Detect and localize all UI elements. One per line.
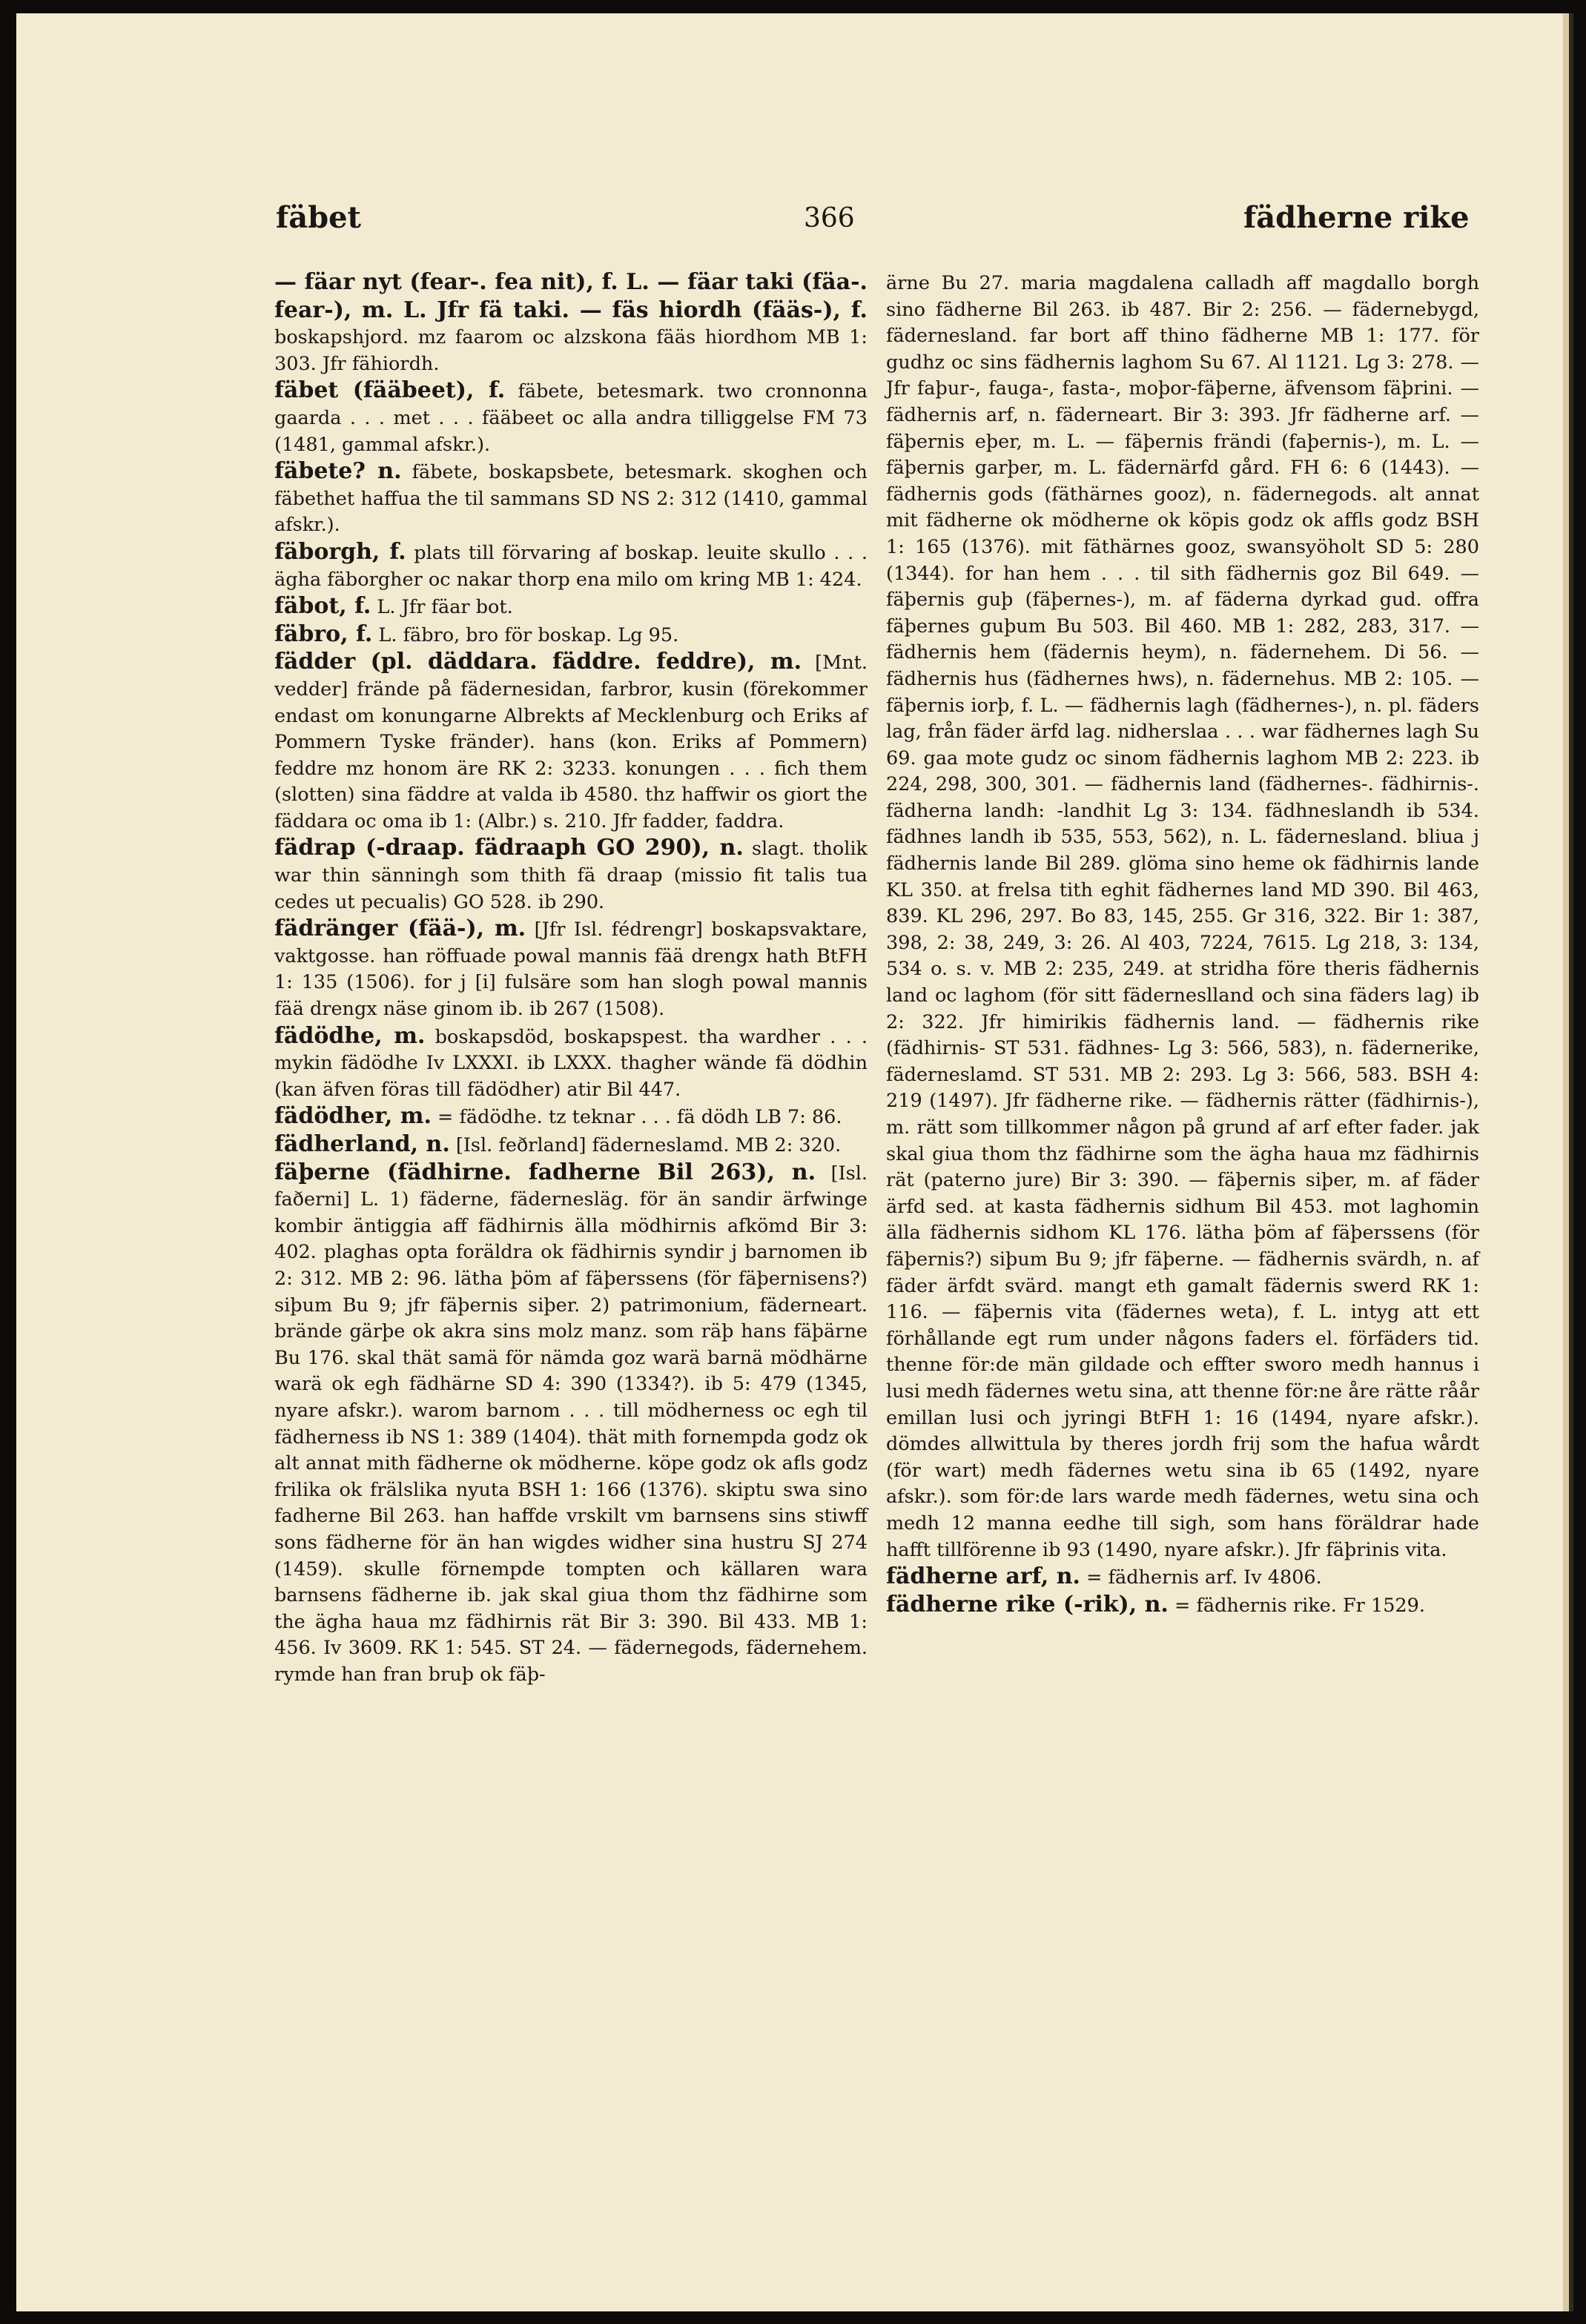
header-right-guideword: fädherne rike: [1243, 200, 1470, 235]
entry-headword: — fäar nyt (fear-. fea nit), f. L. — fäar taki (fäa-. fear-), m. L. Jfr fä taki. — fäs hiordh (fääs-), f.: [274, 269, 868, 323]
dictionary-entry: [886, 269, 1479, 1563]
entry-headword: fädödhe, m.: [274, 1022, 426, 1049]
dictionary-entry: [274, 539, 868, 593]
dictionary-entry: [274, 1159, 868, 1689]
dictionary-entry: [886, 1592, 1479, 1620]
dictionary-page: [16, 13, 1573, 2311]
entry-body: L. fäbro, bro för boskap. Lg 95.: [378, 623, 679, 646]
dictionary-entry: [274, 1131, 868, 1159]
entry-headword: fäbot, f.: [274, 593, 371, 620]
entry-body: [Isl. faðerni] L. 1) fäderne, fädernesläg. för än sandir ärfwinge kombir äntiggia aff fädhirnis älla mödhirnis afkömd Bir 3: 402. plaghas opta foräldra ok fädhirnis syndir j barnomen ib 2: 312. MB 2: 96. lätha þöm af fäþerssens (för fäþernisens?) siþum Bu 9; jfr fäþernis siþer. 2) patrimonium, fäderneart. brände gärþe ok akra sins molz manz. som räþ hans fäþärne Bu 176. skal thät samä för nämda goz warä barnä mödhärne warä ok egh fädhärne SD 4: 390 (1334?). ib 5: 479 (1345, nyare afskr.). warom barnom . . . till mödherness oc egh til fädherness ib NS 1: 389 (1404). thät mith fornempda godz ok alt annat mith fädherne ok mödherne. köpe godz ok afls godz frilika ok frälslika nyuta BSH 1: 166 (1376). skiptu swa sino fadherne Bil 263. han haffde vrskilt vm barnsens sins stiwff sons fädherne för än han wigdes widher sina hustru SJ 274 (1459). skulle förnempde tompten och källaren wara barnsens fädherne ib. jak skal giua thom thz fädhirne som the ägha haua mz fädhirnis rät Bir 3: 390. Bil 433. MB 1: 456. Iv 3609. RK 1: 545. ST 24. — fädernegods, fädernehem. rymde han fran bruþ ok fäþ-: [274, 1162, 868, 1686]
entry-headword: fäbet (fääbeet), f.: [274, 377, 506, 404]
left-column: [274, 269, 868, 1688]
entry-body: [Jfr Isl. fédrengr] boskapsvaktare, vaktgosse. han röffuade powal mannis fää drengx hath BtFH 1: 135 (1506). for j [i] fulsäre som han slogh powal mannis fää drengx näse ginom ib. ib 267 (1508).: [274, 918, 868, 1021]
entry-body: L. Jfr fäar bot.: [377, 596, 513, 619]
entry-body: = fädödhe. tz teknar . . . fä dödh LB 7: 86.: [437, 1106, 842, 1129]
page-number: 366: [804, 203, 855, 234]
entry-body: boskapshjord. mz faarom oc alzskona fääs hiordhom MB 1: 303. Jfr fähiordh.: [274, 326, 868, 375]
entry-body: fäbete, betesmark. two cronnonna gaarda . . . met . . . fääbeet oc alla andra tilliggelse FM 73 (1481, gammal afskr.).: [274, 380, 868, 456]
entry-headword: fädrap (-draap. fädraaph GO 290), n.: [274, 835, 744, 861]
entry-headword: fädder (pl. däddara. fäddre. feddre), m.: [274, 649, 802, 675]
entry-headword: fädherland, n.: [274, 1131, 450, 1157]
right-column: [886, 269, 1479, 1619]
dictionary-entry: [274, 649, 868, 835]
header-left-guideword: fäbet: [276, 200, 362, 235]
dictionary-entry: [274, 621, 868, 649]
dictionary-entry: [274, 458, 868, 539]
entry-body: [Mnt. vedder] frände på fädernesidan, farbror, kusin (förekommer endast om konungarne Albrekts af Mecklenburg och Eriks af Pommern Tyske fränder). hans (kon. Eriks af Pommern) feddre mz honom äre RK 2: 3233. konungen . . . fich them (slotten) sina fäddre at valda ib 4580. thz haffwir os giort the fäddara oc oma ib 1: (Albr.) s. 210. Jfr fadder, faddra.: [274, 652, 868, 832]
dictionary-entry: [274, 1023, 868, 1104]
entry-headword: fäborgh, f.: [274, 538, 406, 565]
entry-body: fäbete, boskapsbete, betesmark. skoghen och fäbethet haffua the til sammans SD NS 2: 312 (1410, gammal afskr.).: [274, 461, 868, 537]
dictionary-entry: [274, 377, 868, 458]
scan-edge: [1569, 13, 1573, 2311]
entry-body: slagt. tholik war thin sänningh som thith fä draap (missio fit talis tua cedes ut pecualis) GO 528. ib 290.: [274, 838, 868, 913]
entry-body: plats till förvaring af boskap. leuite skullo . . . ägha fäborgher oc nakar thorp ena milo om kring MB 1: 424.: [274, 541, 868, 591]
entry-headword: fädherne rike (-rik), n.: [886, 1591, 1169, 1618]
dictionary-entry: [274, 593, 868, 621]
entry-body: = fädhernis rike. Fr 1529.: [1174, 1594, 1425, 1617]
entry-body: boskapsdöd, boskapspest. tha wardher . . . mykin fädödhe Iv LXXXI. ib LXXX. thagher wände fä dödhin (kan äfven föras till fädödher) atir Bil 447.: [274, 1025, 868, 1101]
entry-body: = fädhernis arf. Iv 4806.: [1086, 1566, 1322, 1589]
dictionary-entry: [274, 1103, 868, 1131]
dictionary-entry: [274, 269, 868, 377]
entry-body: ärne Bu 27. maria magdalena calladh aff magdallo borgh sino fädherne Bil 263. ib 487. Bir 2: 256. — fädernebygd, fädernesland. far bort aff thino fädherne MB 1: 177. för gudhz oc sins fädhernis laghom Su 67. Al 1121. Lg 3: 278. — Jfr faþur-, fauga-, fasta-, moþor-fäþerne, äfvensom fäþrini. — fädhernis arf, n. fäderneart. Bir 3: 393. Jfr fädherne arf. — fäþernis eþer, m. L. — fäþernis frändi (faþernis-), m. L. — fäþernis garþer, m. L. fädernärfd gård. FH 6: 6 (1443). — fädhernis gods (fäthärnes gooz), n. fädernegods. alt annat mit fädherne ok mödherne ok köpis godz ok affls godz BSH 1: 165 (1376). mit fäthärnes gooz, swansyöholt SD 5: 280 (1344). for han hem . . . til sith fädhernis goz Bil 649. — fäþernis guþ (fäþernes-), m. af fäderna dyrkad gud. offra fäþernes guþum Bu 503. Bil 460. MB 1: 282, 283, 317. — fädhernis hem (fädernis heym), n. fädernehem. Di 56. — fädhernis hus (fädhernes hws), n. fädernehus. MB 2: 105. — fäþernis iorþ, f. L. — fädhernis lagh (fädhernes-), n. pl. fäders lag, från fäder ärfd lag. nidherslaa . . . war fädhernes lagh Su 69. gaa mote gudz oc sinom fädhernis laghom MB 2: 223. ib 224, 298, 300, 301. — fädhernis land (fädhernes-. fädhirnis-. fädherna landh: -landhit Lg 3: 134. fädhneslandh ib 534. fädhnes landh ib 535, 553, 562), n. L. fädernesland. bliua j fädhernis lande Bil 289. glöma sino heme ok fädhirnis lande KL 350. at frelsa tith eghit fädhernes land MD 390. Bil 463, 839. KL 296, 297. Bo 83, 145, 255. Gr 316, 322. Bir 1: 387, 398, 2: 38, 249, 3: 26. Al 403, 7224, 7615. Lg 218, 3: 134, 534 o. s. v. MB 2: 235, 249. at stridha före theris fädhernis land oc laghom (för sitt fäderneslland och sina fäders lag) ib 2: 322. Jfr himirikis fädhernis land. — fädhernis rike (fädhirnis- ST 531. fädhnes- Lg 3: 566, 583), n. fädernerike, fäderneslamd. ST 531. MB 2: 293. Lg 3: 566, 583. BSH 4: 219 (1497). Jfr fädherne rike. — fädhernis rätter (fädhirnis-), m. rätt som tillkommer någon på grund af arf efter fader. jak skal giua thom thz fädhirne som the ägha haua mz fädhirnis rät (paterno jure) Bir 3: 390. — fäþernis siþer, m. af fäder ärfd sed. at kasta fädhernis sidhum Bil 453. mot laghomin älla fädhernis sidhom KL 176. lätha þöm af fäþerssens (för fäþernis?) siþum Bu 9; jfr fäþerne. — fädhernis svärdh, n. af fäder ärfdt svärd. mangt eth gamalt fädernis swerd RK 1: 116. — fäþernis vita (fädernes weta), f. L. intyg att ett förhållande egt rum under någons faders el. förfäders tid. thenne för:de män gildade och effter sworo medh hannus i lusi medh fädernes wetu sina, att thenne för:ne åre rätte råår emillan lusi och jyringi BtFH 1: 16 (1494, nyare afskr.). dömdes allwittula by theres jordh frij som the hafua wårdt (för wart) medh fädernes wetu sina ib 65 (1492, nyare afskr.). som för:de lars warde medh fädernes, wetu sina och medh 12 manna eedhe till sigh, som hans föräldrar hade hafft tillförenne ib 93 (1490, nyare afskr.). Jfr fäþrinis vita.: [886, 272, 1479, 1561]
page-header: [16, 200, 1563, 245]
entry-headword: fäbete? n.: [274, 458, 402, 485]
entry-headword: fädränger (fää-), m.: [274, 916, 526, 942]
entry-headword: fäbro, f.: [274, 620, 373, 647]
dictionary-entry: [886, 1563, 1479, 1592]
entry-headword: fädherne arf, n.: [886, 1563, 1081, 1590]
entry-headword: fäþerne (fädhirne. fadherne Bil 263), n.: [274, 1159, 816, 1185]
entry-headword: fädödher, m.: [274, 1103, 432, 1130]
dictionary-entry: [274, 835, 868, 916]
entry-body: [Isl. feðrland] fäderneslamd. MB 2: 320.: [455, 1134, 842, 1156]
dictionary-entry: [274, 916, 868, 1022]
